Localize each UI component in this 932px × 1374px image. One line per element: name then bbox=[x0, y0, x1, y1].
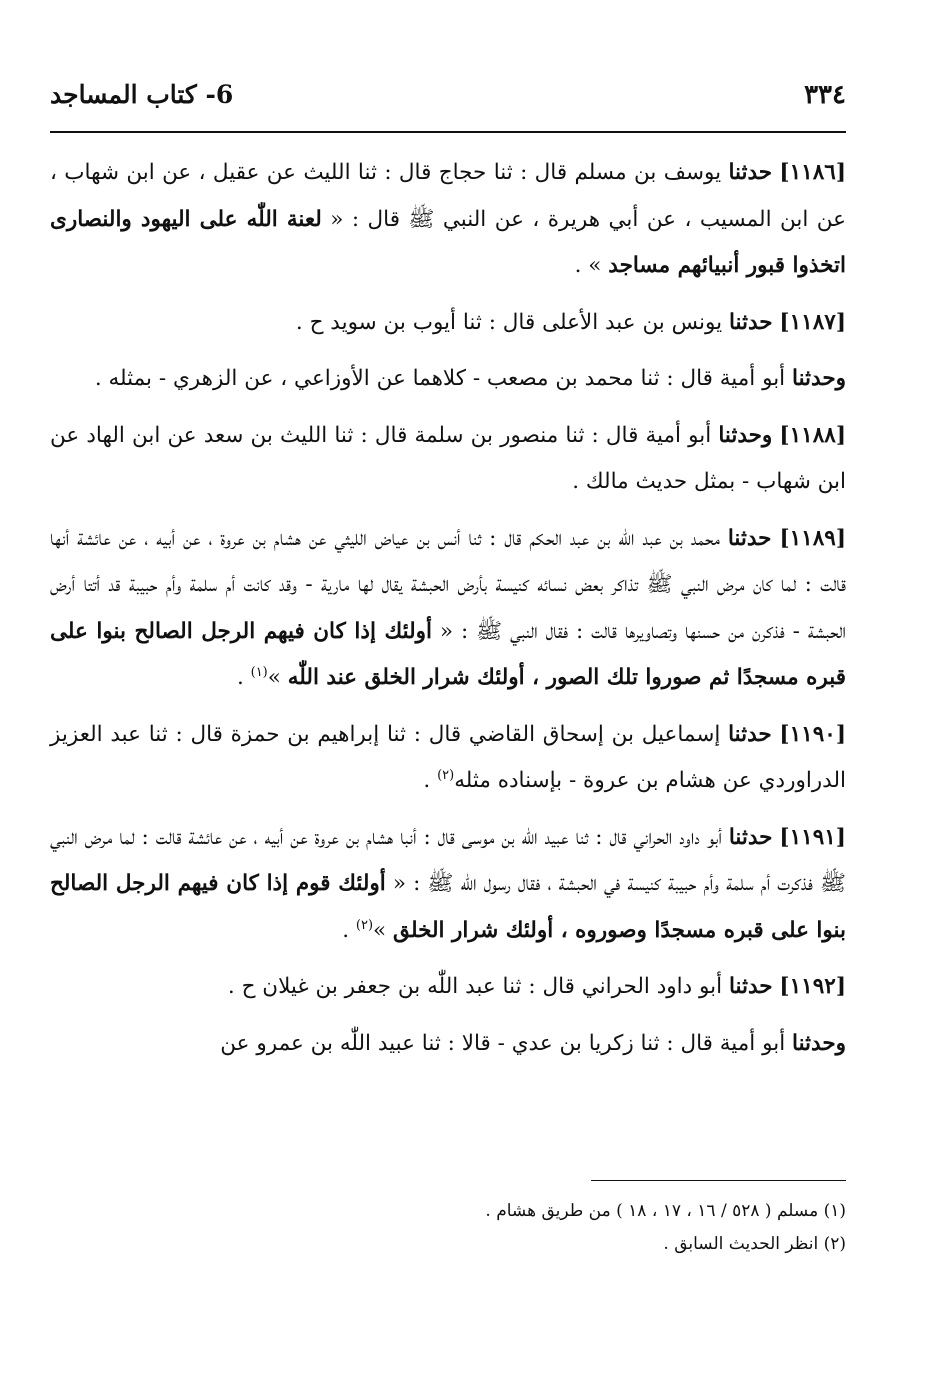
page-header bbox=[50, 80, 846, 120]
footnote-ref: (١) bbox=[250, 664, 268, 680]
page-number: ٣٣٤ bbox=[804, 80, 846, 110]
hadith-tail: . bbox=[423, 768, 438, 793]
hadith-keyword: وحدثنا bbox=[718, 422, 773, 448]
hadith-keyword: حدثنا bbox=[728, 974, 773, 999]
hadith-keyword: حدثنا bbox=[727, 525, 772, 551]
hadith-paragraph bbox=[50, 516, 846, 702]
hadith-number: [١١٨٧] bbox=[779, 309, 846, 335]
hadith-keyword: حدثنا bbox=[728, 721, 772, 747]
footnote-ref: (٢) bbox=[355, 917, 374, 933]
footnote-ref: (٢) bbox=[437, 767, 455, 783]
hadith-paragraph bbox=[50, 1021, 846, 1068]
hadith-paragraph bbox=[50, 300, 846, 347]
hadith-tail-close: . bbox=[236, 665, 251, 690]
hadith-paragraph bbox=[50, 413, 846, 506]
hadith-paragraph bbox=[50, 815, 846, 955]
hadith-paragraph bbox=[50, 150, 846, 290]
chapter-title: 6- كتاب المساجد bbox=[50, 80, 234, 109]
hadith-paragraph bbox=[50, 964, 846, 1011]
hadith-paragraph bbox=[50, 356, 846, 403]
hadith-bold-text: أولئك قوم إذا كان فيهم الرجل الصالح بنوا على قبره مسجدًا وصوروه ، أولئك شرار الخلق bbox=[50, 871, 846, 943]
hadith-number: [١١٨٨] bbox=[779, 422, 846, 448]
hadith-bold-text: أولئك إذا كان فيهم الرجل الصالح بنوا على قبره مسجدًا ثم صوروا تلك الصور ، أولئك شرار الخلق عند اللّٰه bbox=[50, 618, 846, 690]
footnote-1: (١) مسلم ( ٥٢٨ / ١٦ ، ١٧ ، ١٨ ) من طريق هشام . bbox=[485, 1201, 846, 1221]
hadith-keyword: حدثنا bbox=[728, 160, 773, 185]
hadith-text: إسماعيل بن إسحاق القاضي قال : ثنا إبراهيم بن حمزة قال : ثنا عبد العزيز الدراوردي عن هشام بن عروة - بإسناده مثله bbox=[50, 721, 846, 793]
hadith-number: [١١٩١] bbox=[779, 824, 846, 850]
hadith-keyword: وحدثنا bbox=[792, 1030, 846, 1056]
footnotes bbox=[50, 1195, 846, 1261]
hadith-number: [١١٩٠] bbox=[779, 721, 846, 747]
hadith-text: أبو أمية قال : ثنا زكريا بن عدي - قالا : ثنا عبيد اللّٰه بن عمرو عن bbox=[220, 1030, 786, 1056]
hadith-tail-open: » bbox=[373, 917, 387, 943]
hadith-text: أبو داود الحراني قال : ثنا عبيد اللّٰه بن موسى قال : أنبا هشام بن عروة عن أبيه ، عن عائشة قالت : لما مرض النبي ﷺ فذكرت أم سلمة وأم حبيبة كنيسة في الحبشة ، فقال رسول اللّٰه ﷺ : « bbox=[50, 824, 847, 896]
hadith-tail-close: . bbox=[342, 917, 356, 943]
hadith-tail: » . bbox=[574, 253, 602, 278]
hadith-tail-open: » bbox=[267, 665, 281, 690]
hadith-number: [١١٩٢] bbox=[779, 974, 846, 999]
hadith-text: أبو داود الحراني قال : ثنا عبد اللّٰه بن جعفر بن غيلان ح . bbox=[227, 974, 723, 999]
hadith-keyword: حدثنا bbox=[728, 309, 773, 335]
document-page bbox=[50, 0, 846, 1374]
hadith-text: محمد بن عبد اللّٰه بن عبد الحكم قال : ثنا أنس بن عياض الليثي عن هشام بن عروة ، عن أبيه ، عن عائشة أنها قالت : لما كان مرض النبي ﷺ تذاكر بعض نسائه كنيسة بأرض الحبشة يقال لها مارية - وقد كانت أم سلمة وأم حبيبة قد أتتا أرض الحبشة - فذكرن من حسنها وتصاويرها قالت : فقال النبي ﷺ : « bbox=[50, 525, 846, 644]
page-body bbox=[50, 150, 846, 1077]
hadith-text: أبو أمية قال : ثنا منصور بن سلمة قال : ثنا الليث بن سعد عن ابن الهاد عن ابن شهاب - بمثل حديث مالك . bbox=[50, 422, 846, 494]
hadith-keyword: حدثنا bbox=[728, 824, 773, 850]
hadith-bold-text: لعنة اللّٰه على اليهود والنصارى اتخذوا قبور أنبيائهم مساجد bbox=[50, 206, 846, 278]
hadith-keyword: وحدثنا bbox=[792, 366, 846, 391]
hadith-number: [١١٨٩] bbox=[779, 525, 847, 551]
hadith-text: يونس بن عبد الأعلى قال : ثنا أيوب بن سويد ح . bbox=[295, 309, 723, 335]
hadith-text: يوسف بن مسلم قال : ثنا حجاج قال : ثنا الليث عن عقيل ، عن ابن شهاب ، عن ابن المسيب ، عن أبي هريرة ، عن النبي ﷺ قال : « bbox=[50, 160, 846, 232]
header-rule bbox=[50, 131, 846, 133]
footnote-2: (٢) انظر الحديث السابق . bbox=[663, 1234, 846, 1254]
hadith-text: أبو أمية قال : ثنا محمد بن مصعب - كلاهما عن الأوزاعي ، عن الزهري - بمثله . bbox=[94, 366, 786, 391]
hadith-paragraph bbox=[50, 712, 846, 805]
footnote-rule bbox=[591, 1180, 846, 1181]
hadith-number: [١١٨٦] bbox=[779, 160, 846, 185]
